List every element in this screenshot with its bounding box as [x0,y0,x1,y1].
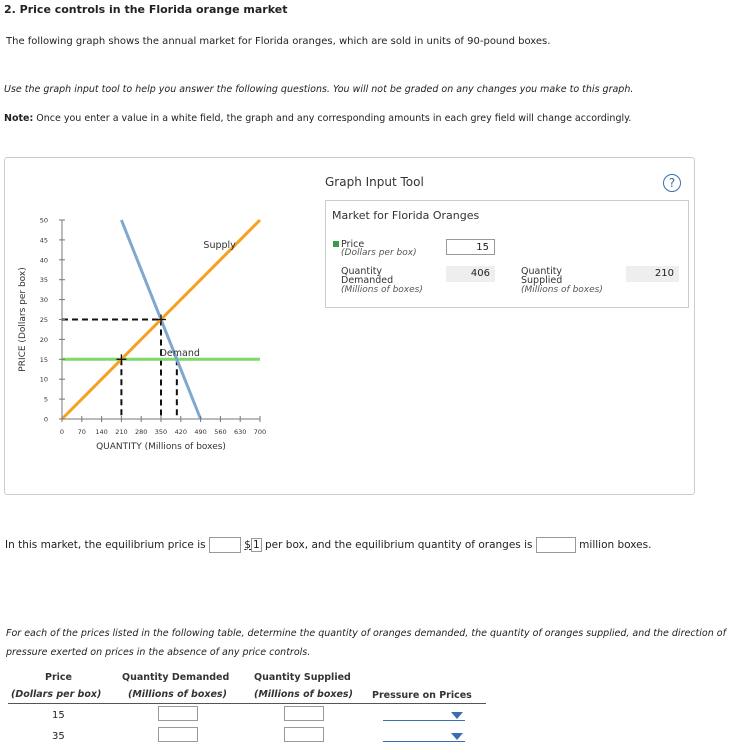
instruction-text: Use the graph input tool to help you answer the following questions. You will not be graded on any changes you make to this graph. [4,84,634,95]
price-unit-label: (Dollars per box) [341,248,417,258]
y-tick-label: 50 [39,216,48,225]
price-label: Price [341,239,365,250]
y-tick-label: 45 [39,236,48,245]
qd-label-line1: Quantity [341,266,383,277]
qs-unit-label: (Millions of boxes) [521,285,603,295]
y-tick-label: 30 [39,296,48,305]
qs-label-line1: Quantity [521,266,563,277]
input-tool-box-title: Market for Florida Oranges [332,209,480,222]
table-instructions: For each of the prices listed in the following table, determine the quantity of oranges demanded, the quantity of oranges supplied, and the direction of pressure exerted on prices in the absence of any price controls. [6,628,726,658]
y-tick-label: 15 [39,355,48,364]
price-header: Price [45,672,72,683]
y-tick-label: 20 [39,335,48,344]
qs-header: Quantity Supplied [254,672,351,683]
question-title: 2. Price controls in the Florida orange market [4,3,288,16]
row2-qs-input[interactable] [284,727,324,742]
x-axis-label: QUANTITY (Millions of boxes) [96,442,226,452]
price-header-unit: (Dollars per box) [11,689,102,700]
x-tick-label: 630 [233,428,247,436]
row-price-35: 35 [52,731,65,742]
note-label: Note: [4,113,34,124]
equilibrium-question [5,537,651,553]
y-axis-label: PRICE (Dollars per box) [18,267,28,372]
demand-label: Demand [159,348,200,360]
qs-label-line2: Supplied [521,275,563,286]
x-tick-label: 700 [253,428,267,436]
qd-unit-label: (Millions of boxes) [341,285,423,295]
row1-qd-input[interactable] [158,706,198,721]
qd-header: Quantity Demanded [122,672,230,683]
x-tick-label: 70 [77,428,86,436]
quantity-demanded-value: 406 [446,266,495,282]
x-tick-label: 0 [59,428,65,436]
qs-header-unit: (Millions of boxes) [254,689,353,700]
equilibrium-price-input[interactable] [209,537,241,553]
question-part3: million boxes. [579,539,652,551]
pressure-header: Pressure on Prices [372,690,472,701]
chart-guides [62,320,177,420]
equilibrium-quantity-input[interactable] [536,537,576,553]
price-input[interactable]: 15 [446,239,495,255]
table-header-divider [8,703,486,704]
graph-input-tool-title: Graph Input Tool [325,175,424,189]
chevron-down-icon[interactable] [451,712,463,719]
row2-qd-input[interactable] [158,727,198,742]
x-tick-label: 210 [115,428,128,436]
row-price-15: 15 [52,710,65,721]
price-legend-icon [333,241,339,247]
market-chart[interactable] [15,210,315,460]
note-body: Once you enter a value in a white field, the graph and any corresponding amounts in each grey field will change accordingly. [33,113,632,124]
x-tick-label: 140 [95,428,108,436]
quantity-supplied-value: 210 [626,266,679,282]
x-tick-label: 350 [154,428,168,436]
intro-text: The following graph shows the annual market for Florida oranges, which are sold in units of 90-pound boxes. [6,36,551,47]
y-tick-label: 35 [39,276,48,285]
y-tick-label: 10 [39,375,48,384]
supply-label: Supply [203,239,236,251]
x-tick-label: 560 [214,428,227,436]
question-part1: In this market, the equilibrium price is [5,539,206,551]
equilibrium-price-value: 1 [252,539,260,551]
note-text [4,113,631,124]
x-tick-label: 490 [194,428,207,436]
currency-sign: $ [244,539,251,551]
qd-header-unit: (Millions of boxes) [128,689,227,700]
y-tick-label: 40 [39,256,48,265]
x-tick-label: 420 [174,428,188,436]
y-tick-label: 0 [43,415,48,424]
chevron-down-icon[interactable] [451,733,463,740]
y-tick-label: 5 [43,395,48,404]
question-part2: per box, and the equilibrium quantity of oranges is [265,539,533,551]
x-tick-label: 280 [134,428,148,436]
y-tick-label: 25 [39,316,48,324]
qd-label-line2: Demanded [341,275,394,286]
row1-qs-input[interactable] [284,706,324,721]
help-icon[interactable]: ? [663,174,681,192]
